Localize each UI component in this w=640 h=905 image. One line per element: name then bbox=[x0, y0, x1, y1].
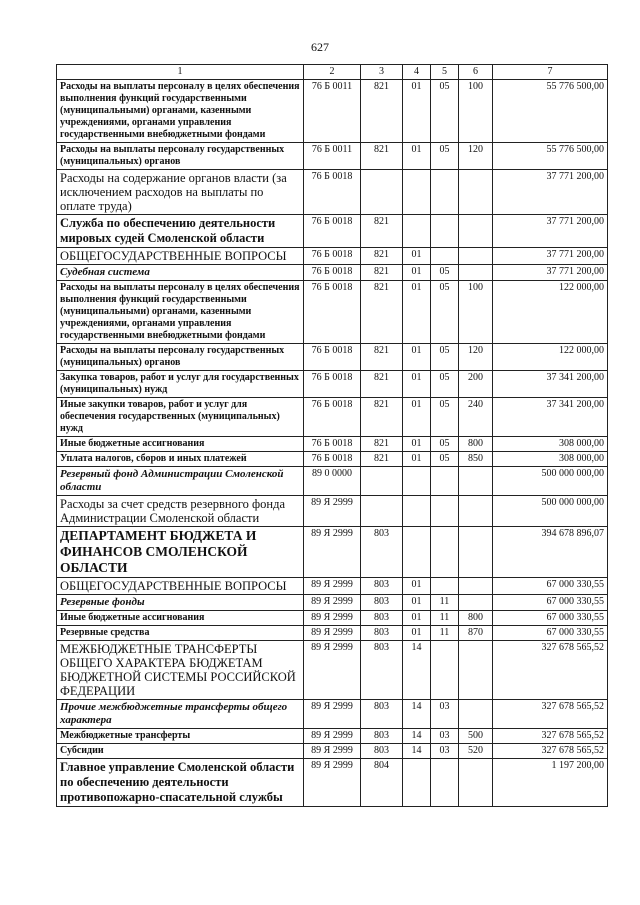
expense-name-cell: Резервные средства bbox=[57, 626, 304, 641]
subsection-code-cell: 03 bbox=[431, 744, 459, 759]
section-code-cell bbox=[403, 759, 431, 807]
target-article-cell: 89 Я 2999 bbox=[304, 611, 361, 626]
table-row bbox=[57, 143, 608, 170]
ministry-code-cell: 804 bbox=[361, 759, 403, 807]
target-article-cell: 76 Б 0018 bbox=[304, 248, 361, 265]
column-number: 3 bbox=[361, 65, 403, 80]
amount-cell: 37 771 200,00 bbox=[493, 248, 608, 265]
expense-type-cell: 200 bbox=[459, 371, 493, 398]
section-code-cell: 14 bbox=[403, 729, 431, 744]
amount-cell: 394 678 896,07 bbox=[493, 527, 608, 578]
table-row bbox=[57, 700, 608, 729]
expense-name-cell: Главное управление Смоленской области по обеспечению деятельности противопожарно-спасательной службы bbox=[57, 759, 304, 807]
target-article-cell: 76 Б 0018 bbox=[304, 452, 361, 467]
subsection-code-cell: 03 bbox=[431, 700, 459, 729]
target-article-cell: 76 Б 0018 bbox=[304, 265, 361, 281]
amount-cell: 37 341 200,00 bbox=[493, 398, 608, 437]
amount-cell: 122 000,00 bbox=[493, 281, 608, 344]
table-row bbox=[57, 641, 608, 700]
expense-type-cell: 100 bbox=[459, 281, 493, 344]
target-article-cell: 89 Я 2999 bbox=[304, 626, 361, 641]
subsection-code-cell bbox=[431, 641, 459, 700]
ministry-code-cell: 821 bbox=[361, 215, 403, 248]
expense-name-cell: ДЕПАРТАМЕНТ БЮДЖЕТА И ФИНАНСОВ СМОЛЕНСКОЙ ОБЛАСТИ bbox=[57, 527, 304, 578]
subsection-code-cell: 05 bbox=[431, 371, 459, 398]
subsection-code-cell bbox=[431, 759, 459, 807]
column-number: 5 bbox=[431, 65, 459, 80]
subsection-code-cell: 05 bbox=[431, 452, 459, 467]
expense-type-cell: 120 bbox=[459, 143, 493, 170]
target-article-cell: 89 Я 2999 bbox=[304, 527, 361, 578]
expense-name-cell: Расходы на выплаты персоналу в целях обеспечения выполнения функций государственными (муниципальными) органами, казенными учреждениями, органами управления государственными внебюджетными фондами bbox=[57, 281, 304, 344]
subsection-code-cell: 05 bbox=[431, 80, 459, 143]
ministry-code-cell: 803 bbox=[361, 744, 403, 759]
ministry-code-cell: 821 bbox=[361, 143, 403, 170]
column-number: 6 bbox=[459, 65, 493, 80]
expense-type-cell: 120 bbox=[459, 344, 493, 371]
expense-name-cell: Закупка товаров, работ и услуг для государственных (муниципальных) нужд bbox=[57, 371, 304, 398]
expense-type-cell bbox=[459, 170, 493, 215]
subsection-code-cell: 11 bbox=[431, 595, 459, 611]
amount-cell: 1 197 200,00 bbox=[493, 759, 608, 807]
ministry-code-cell: 803 bbox=[361, 578, 403, 595]
column-number: 1 bbox=[57, 65, 304, 80]
ministry-code-cell: 821 bbox=[361, 344, 403, 371]
amount-cell: 327 678 565,52 bbox=[493, 729, 608, 744]
ministry-code-cell: 803 bbox=[361, 641, 403, 700]
expense-type-cell: 240 bbox=[459, 398, 493, 437]
table-row bbox=[57, 437, 608, 452]
ministry-code-cell: 821 bbox=[361, 248, 403, 265]
ministry-code-cell: 821 bbox=[361, 398, 403, 437]
section-code-cell: 01 bbox=[403, 344, 431, 371]
expense-name-cell: Иные бюджетные ассигнования bbox=[57, 437, 304, 452]
target-article-cell: 89 Я 2999 bbox=[304, 729, 361, 744]
section-code-cell: 01 bbox=[403, 80, 431, 143]
table-row bbox=[57, 578, 608, 595]
target-article-cell: 89 Я 2999 bbox=[304, 496, 361, 527]
expense-type-cell: 850 bbox=[459, 452, 493, 467]
ministry-code-cell: 821 bbox=[361, 281, 403, 344]
amount-cell: 308 000,00 bbox=[493, 452, 608, 467]
subsection-code-cell bbox=[431, 248, 459, 265]
target-article-cell: 76 Б 0018 bbox=[304, 344, 361, 371]
ministry-code-cell: 821 bbox=[361, 437, 403, 452]
target-article-cell: 76 Б 0011 bbox=[304, 143, 361, 170]
target-article-cell: 89 0 0000 bbox=[304, 467, 361, 496]
amount-cell: 500 000 000,00 bbox=[493, 467, 608, 496]
section-code-cell: 01 bbox=[403, 143, 431, 170]
subsection-code-cell: 05 bbox=[431, 143, 459, 170]
amount-cell: 327 678 565,52 bbox=[493, 700, 608, 729]
column-number: 4 bbox=[403, 65, 431, 80]
subsection-code-cell: 05 bbox=[431, 437, 459, 452]
expense-type-cell: 500 bbox=[459, 729, 493, 744]
table-row bbox=[57, 281, 608, 344]
section-code-cell: 01 bbox=[403, 595, 431, 611]
amount-cell: 55 776 500,00 bbox=[493, 80, 608, 143]
expense-name-cell: Расходы на выплаты персоналу государственных (муниципальных) органов bbox=[57, 143, 304, 170]
expense-name-cell: Субсидии bbox=[57, 744, 304, 759]
column-number: 7 bbox=[493, 65, 608, 80]
expense-name-cell: Расходы на выплаты персоналу государственных (муниципальных) органов bbox=[57, 344, 304, 371]
expense-name-cell: Иные бюджетные ассигнования bbox=[57, 611, 304, 626]
section-code-cell: 01 bbox=[403, 281, 431, 344]
section-code-cell: 01 bbox=[403, 371, 431, 398]
target-article-cell: 89 Я 2999 bbox=[304, 700, 361, 729]
section-code-cell: 14 bbox=[403, 744, 431, 759]
target-article-cell: 89 Я 2999 bbox=[304, 744, 361, 759]
ministry-code-cell: 803 bbox=[361, 700, 403, 729]
table-row bbox=[57, 744, 608, 759]
expense-name-cell: ОБЩЕГОСУДАРСТВЕННЫЕ ВОПРОСЫ bbox=[57, 248, 304, 265]
amount-cell: 37 341 200,00 bbox=[493, 371, 608, 398]
expense-type-cell bbox=[459, 215, 493, 248]
ministry-code-cell: 821 bbox=[361, 80, 403, 143]
subsection-code-cell: 05 bbox=[431, 265, 459, 281]
table-row bbox=[57, 527, 608, 578]
expense-name-cell: Межбюджетные трансферты bbox=[57, 729, 304, 744]
table-row bbox=[57, 265, 608, 281]
section-code-cell bbox=[403, 170, 431, 215]
expense-name-cell: ОБЩЕГОСУДАРСТВЕННЫЕ ВОПРОСЫ bbox=[57, 578, 304, 595]
expense-type-cell bbox=[459, 759, 493, 807]
target-article-cell: 76 Б 0018 bbox=[304, 437, 361, 452]
ministry-code-cell: 821 bbox=[361, 371, 403, 398]
section-code-cell: 01 bbox=[403, 452, 431, 467]
expense-type-cell: 520 bbox=[459, 744, 493, 759]
expense-name-cell: Резервные фонды bbox=[57, 595, 304, 611]
ministry-code-cell: 821 bbox=[361, 452, 403, 467]
table-row bbox=[57, 215, 608, 248]
table-row bbox=[57, 170, 608, 215]
ministry-code-cell: 803 bbox=[361, 611, 403, 626]
expense-type-cell bbox=[459, 641, 493, 700]
table-row bbox=[57, 729, 608, 744]
table-row bbox=[57, 248, 608, 265]
subsection-code-cell: 11 bbox=[431, 626, 459, 641]
table-row bbox=[57, 371, 608, 398]
subsection-code-cell: 05 bbox=[431, 281, 459, 344]
expense-name-cell: Резервный фонд Администрации Смоленской области bbox=[57, 467, 304, 496]
amount-cell: 67 000 330,55 bbox=[493, 626, 608, 641]
amount-cell: 37 771 200,00 bbox=[493, 215, 608, 248]
table-row bbox=[57, 759, 608, 807]
table-row bbox=[57, 80, 608, 143]
ministry-code-cell: 821 bbox=[361, 265, 403, 281]
section-code-cell: 01 bbox=[403, 611, 431, 626]
section-code-cell: 01 bbox=[403, 578, 431, 595]
target-article-cell: 76 Б 0018 bbox=[304, 398, 361, 437]
section-code-cell: 14 bbox=[403, 700, 431, 729]
expense-type-cell bbox=[459, 467, 493, 496]
section-code-cell: 01 bbox=[403, 626, 431, 641]
column-number-row bbox=[57, 65, 608, 80]
amount-cell: 67 000 330,55 bbox=[493, 611, 608, 626]
ministry-code-cell: 803 bbox=[361, 729, 403, 744]
table-row bbox=[57, 344, 608, 371]
expense-type-cell bbox=[459, 248, 493, 265]
section-code-cell bbox=[403, 215, 431, 248]
amount-cell: 327 678 565,52 bbox=[493, 641, 608, 700]
table-body bbox=[57, 80, 608, 807]
subsection-code-cell bbox=[431, 527, 459, 578]
expense-name-cell: Прочие межбюджетные трансферты общего характера bbox=[57, 700, 304, 729]
target-article-cell: 89 Я 2999 bbox=[304, 759, 361, 807]
ministry-code-cell: 803 bbox=[361, 595, 403, 611]
target-article-cell: 76 Б 0011 bbox=[304, 80, 361, 143]
expense-name-cell: МЕЖБЮДЖЕТНЫЕ ТРАНСФЕРТЫ ОБЩЕГО ХАРАКТЕРА БЮДЖЕТАМ БЮДЖЕТНОЙ СИСТЕМЫ РОССИЙСКОЙ ФЕДЕРАЦИИ bbox=[57, 641, 304, 700]
subsection-code-cell: 11 bbox=[431, 611, 459, 626]
subsection-code-cell bbox=[431, 215, 459, 248]
subsection-code-cell bbox=[431, 170, 459, 215]
amount-cell: 308 000,00 bbox=[493, 437, 608, 452]
amount-cell: 55 776 500,00 bbox=[493, 143, 608, 170]
expense-type-cell: 870 bbox=[459, 626, 493, 641]
target-article-cell: 76 Б 0018 bbox=[304, 371, 361, 398]
amount-cell: 67 000 330,55 bbox=[493, 578, 608, 595]
ministry-code-cell bbox=[361, 170, 403, 215]
expense-name-cell: Уплата налогов, сборов и иных платежей bbox=[57, 452, 304, 467]
subsection-code-cell: 05 bbox=[431, 344, 459, 371]
table-row bbox=[57, 398, 608, 437]
expense-type-cell bbox=[459, 527, 493, 578]
page-number: 627 bbox=[311, 40, 329, 54]
expense-type-cell: 800 bbox=[459, 437, 493, 452]
section-code-cell bbox=[403, 527, 431, 578]
subsection-code-cell bbox=[431, 578, 459, 595]
subsection-code-cell: 05 bbox=[431, 398, 459, 437]
table-row bbox=[57, 467, 608, 496]
budget-table bbox=[56, 64, 608, 807]
amount-cell: 37 771 200,00 bbox=[493, 265, 608, 281]
amount-cell: 500 000 000,00 bbox=[493, 496, 608, 527]
target-article-cell: 76 Б 0018 bbox=[304, 281, 361, 344]
subsection-code-cell: 03 bbox=[431, 729, 459, 744]
expense-name-cell: Расходы на содержание органов власти (за исключением расходов на выплаты по оплате труда) bbox=[57, 170, 304, 215]
ministry-code-cell: 803 bbox=[361, 626, 403, 641]
expense-type-cell: 800 bbox=[459, 611, 493, 626]
ministry-code-cell: 803 bbox=[361, 527, 403, 578]
subsection-code-cell bbox=[431, 496, 459, 527]
section-code-cell: 14 bbox=[403, 641, 431, 700]
amount-cell: 122 000,00 bbox=[493, 344, 608, 371]
table-row bbox=[57, 626, 608, 641]
column-number: 2 bbox=[304, 65, 361, 80]
expense-name-cell: Расходы на выплаты персоналу в целях обеспечения выполнения функций государственными (муниципальными) органами, казенными учреждениями, органами управления государственными внебюджетными фондами bbox=[57, 80, 304, 143]
amount-cell: 327 678 565,52 bbox=[493, 744, 608, 759]
target-article-cell: 89 Я 2999 bbox=[304, 578, 361, 595]
expense-type-cell: 100 bbox=[459, 80, 493, 143]
expense-name-cell: Судебная система bbox=[57, 265, 304, 281]
expense-type-cell bbox=[459, 578, 493, 595]
expense-type-cell bbox=[459, 496, 493, 527]
table-row bbox=[57, 452, 608, 467]
section-code-cell: 01 bbox=[403, 248, 431, 265]
subsection-code-cell bbox=[431, 467, 459, 496]
table-row bbox=[57, 611, 608, 626]
target-article-cell: 89 Я 2999 bbox=[304, 595, 361, 611]
table-row bbox=[57, 595, 608, 611]
section-code-cell: 01 bbox=[403, 437, 431, 452]
target-article-cell: 76 Б 0018 bbox=[304, 215, 361, 248]
ministry-code-cell bbox=[361, 467, 403, 496]
section-code-cell bbox=[403, 496, 431, 527]
ministry-code-cell bbox=[361, 496, 403, 527]
expense-type-cell bbox=[459, 700, 493, 729]
expense-name-cell: Иные закупки товаров, работ и услуг для обеспечения государственных (муниципальных) нужд bbox=[57, 398, 304, 437]
expense-type-cell bbox=[459, 265, 493, 281]
target-article-cell: 76 Б 0018 bbox=[304, 170, 361, 215]
expense-type-cell bbox=[459, 595, 493, 611]
amount-cell: 67 000 330,55 bbox=[493, 595, 608, 611]
section-code-cell: 01 bbox=[403, 265, 431, 281]
target-article-cell: 89 Я 2999 bbox=[304, 641, 361, 700]
expense-name-cell: Расходы за счет средств резервного фонда Администрации Смоленской области bbox=[57, 496, 304, 527]
amount-cell: 37 771 200,00 bbox=[493, 170, 608, 215]
section-code-cell bbox=[403, 467, 431, 496]
section-code-cell: 01 bbox=[403, 398, 431, 437]
table-row bbox=[57, 496, 608, 527]
expense-name-cell: Служба по обеспечению деятельности мировых судей Смоленской области bbox=[57, 215, 304, 248]
